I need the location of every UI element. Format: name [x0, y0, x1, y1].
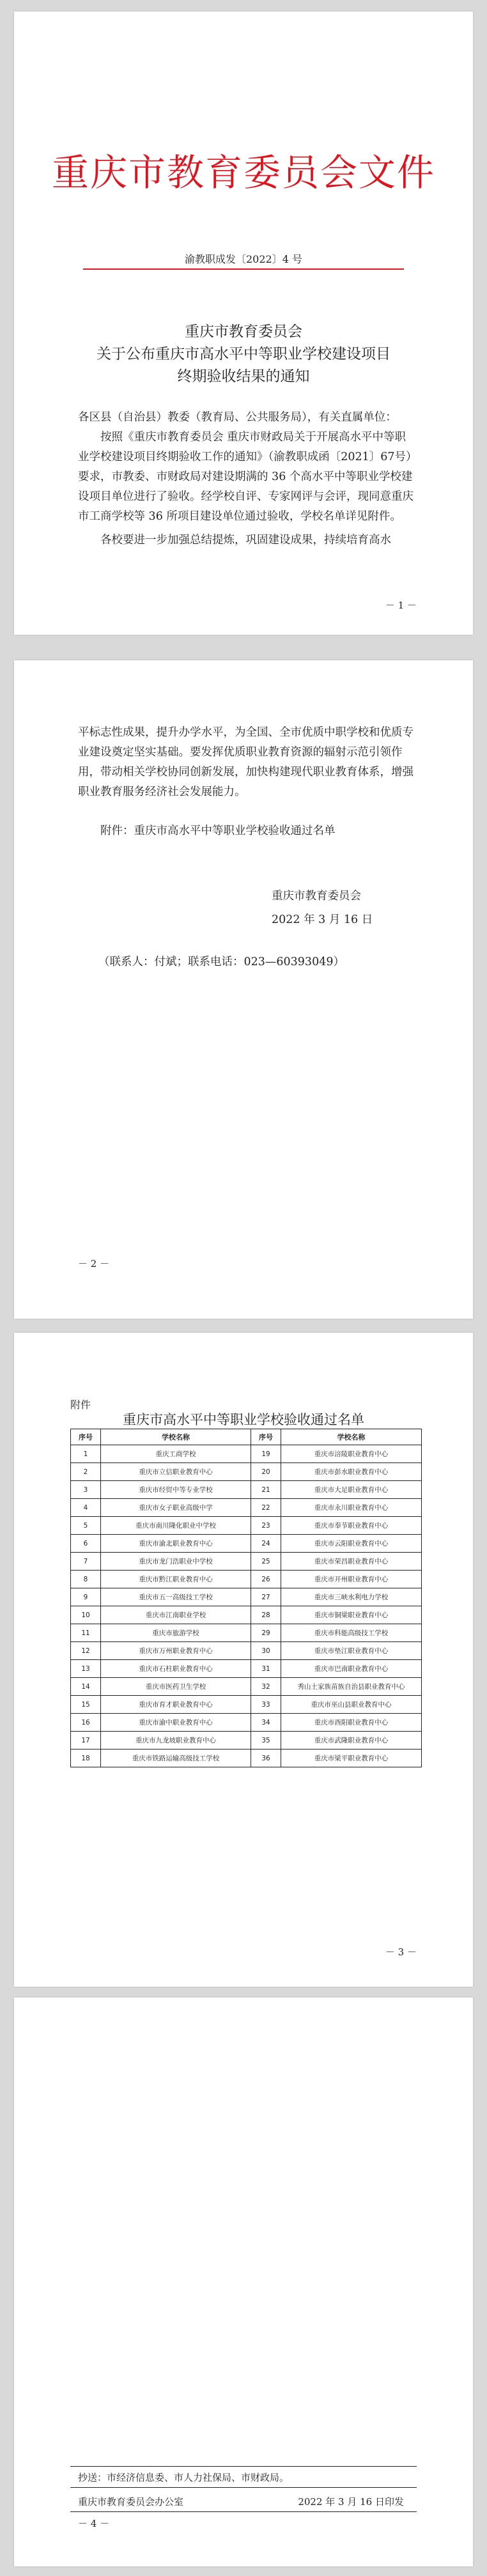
row-number: 16 — [71, 1714, 101, 1732]
column-header-name: 学校名称 — [281, 1429, 422, 1445]
footer-rule-top — [70, 2466, 417, 2467]
footer-rule-bottom — [70, 2511, 417, 2512]
paragraph-2-start: 各校要进一步加强总结提炼，巩固建设成果，持续培育高水 — [100, 534, 391, 547]
school-name: 重庆市渝北职业教育中心 — [101, 1535, 251, 1553]
attachment-label: 附件 — [70, 1399, 91, 1411]
row-number: 34 — [251, 1714, 281, 1732]
row-number: 24 — [251, 1535, 281, 1553]
school-name: 重庆市渝中职业教育中心 — [101, 1714, 251, 1732]
document-page-3 — [14, 1333, 473, 1987]
issuer-title: 重庆市教育委员会 — [185, 323, 302, 340]
school-name: 重庆市龙门浩职业中学校 — [101, 1553, 251, 1571]
row-number: 3 — [71, 1481, 101, 1499]
school-name: 重庆市江南职业学校 — [101, 1606, 251, 1624]
row-number: 8 — [71, 1571, 101, 1588]
row-number: 27 — [251, 1588, 281, 1606]
school-name: 重庆市黔江职业教育中心 — [101, 1571, 251, 1588]
school-name: 重庆市巴南职业教育中心 — [281, 1660, 422, 1678]
row-number: 18 — [71, 1750, 101, 1767]
school-name: 重庆市云阳职业教育中心 — [281, 1535, 422, 1553]
row-number: 30 — [251, 1642, 281, 1660]
table-row — [71, 1642, 422, 1660]
document-page-4 — [14, 1998, 473, 2566]
signature-org: 重庆市教育委员会 — [272, 890, 361, 903]
school-name: 重庆市旅游学校 — [101, 1624, 251, 1642]
row-number: 1 — [71, 1445, 101, 1463]
table-body — [71, 1445, 422, 1767]
row-number: 14 — [71, 1678, 101, 1696]
row-number: 26 — [251, 1571, 281, 1588]
table-row — [71, 1696, 422, 1714]
school-name: 秀山土家族苗族自治县职业教育中心 — [281, 1678, 422, 1696]
table-title: 重庆市高水平中等职业学校验收通过名单 — [123, 1412, 364, 1427]
school-roster-table — [70, 1429, 422, 1767]
row-number: 5 — [71, 1517, 101, 1535]
attachment-line: 附件：重庆市高水平中等职业学校验收通过名单 — [100, 825, 336, 837]
table-row — [71, 1714, 422, 1732]
school-name: 重庆市五一高级技工学校 — [101, 1588, 251, 1606]
row-number: 19 — [251, 1445, 281, 1463]
row-number: 35 — [251, 1732, 281, 1750]
table-header-row — [71, 1429, 422, 1445]
row-number: 32 — [251, 1678, 281, 1696]
column-header-no: 序号 — [251, 1429, 281, 1445]
row-number: 6 — [71, 1535, 101, 1553]
row-number: 2 — [71, 1463, 101, 1481]
school-name: 重庆市开州职业教育中心 — [281, 1571, 422, 1588]
row-number: 21 — [251, 1481, 281, 1499]
page-number: － 3 － — [385, 1946, 417, 1958]
contact-info: （联系人：付斌；联系电话：023—60393049） — [98, 956, 344, 968]
school-name: 重庆市涪陵职业教育中心 — [281, 1445, 422, 1463]
table-row — [71, 1499, 422, 1517]
school-name: 重庆市梁平职业教育中心 — [281, 1750, 422, 1767]
row-number: 9 — [71, 1588, 101, 1606]
school-name: 重庆市育才职业教育中心 — [101, 1696, 251, 1714]
row-number: 15 — [71, 1696, 101, 1714]
school-name: 重庆市永川职业教育中心 — [281, 1499, 422, 1517]
school-name: 重庆市酉阳职业教育中心 — [281, 1714, 422, 1732]
school-name: 重庆市奉节职业教育中心 — [281, 1517, 422, 1535]
document-page-2 — [14, 660, 473, 1319]
row-number: 36 — [251, 1750, 281, 1767]
row-number: 23 — [251, 1517, 281, 1535]
school-name: 重庆市医药卫生学校 — [101, 1678, 251, 1696]
row-number: 7 — [71, 1553, 101, 1571]
school-name: 重庆工商学校 — [101, 1445, 251, 1463]
row-number: 11 — [71, 1624, 101, 1642]
row-number: 4 — [71, 1499, 101, 1517]
salutation: 各区县（自治县）教委（教育局、公共服务局），有关直属单位： — [78, 411, 397, 424]
row-number: 22 — [251, 1499, 281, 1517]
table-row — [71, 1588, 422, 1606]
signature-date: 2022 年 3 月 16 日 — [272, 913, 373, 926]
row-number: 12 — [71, 1642, 101, 1660]
red-divider — [83, 268, 404, 270]
row-number: 20 — [251, 1463, 281, 1481]
school-name: 重庆市荣昌职业教育中心 — [281, 1553, 422, 1571]
school-name: 重庆市南川隆化职业中学校 — [101, 1517, 251, 1535]
table-row — [71, 1732, 422, 1750]
school-name: 重庆市三峡水利电力学校 — [281, 1588, 422, 1606]
table-row — [71, 1445, 422, 1463]
row-number: 28 — [251, 1606, 281, 1624]
table-row — [71, 1624, 422, 1642]
school-name: 重庆市巫山县职业教育中心 — [281, 1696, 422, 1714]
document-number: 渝教职成发〔2022〕4 号 — [185, 253, 302, 265]
row-number: 33 — [251, 1696, 281, 1714]
school-name: 重庆市武隆职业教育中心 — [281, 1732, 422, 1750]
page-number: － 1 － — [385, 600, 417, 611]
school-name: 重庆市大足职业教育中心 — [281, 1481, 422, 1499]
table-row — [71, 1535, 422, 1553]
cc-line: 抄送：市经济信息委、市人力社保局、市财政局。 — [78, 2472, 290, 2483]
row-number: 10 — [71, 1606, 101, 1624]
school-name: 重庆市石柱职业教育中心 — [101, 1660, 251, 1678]
column-header-name: 学校名称 — [101, 1429, 251, 1445]
row-number: 31 — [251, 1660, 281, 1678]
school-name: 重庆市经贸中等专业学校 — [101, 1481, 251, 1499]
table-row — [71, 1553, 422, 1571]
footer-rule-middle — [70, 2487, 417, 2488]
row-number: 17 — [71, 1732, 101, 1750]
page-number: － 2 － — [78, 1258, 110, 1269]
table-row — [71, 1571, 422, 1588]
school-name: 重庆市女子职业高级中学 — [101, 1499, 251, 1517]
table-row — [71, 1660, 422, 1678]
school-name: 重庆市九龙坡职业教育中心 — [101, 1732, 251, 1750]
document-page-1 — [14, 12, 473, 635]
table-row — [71, 1517, 422, 1535]
row-number: 29 — [251, 1624, 281, 1642]
table-row — [71, 1678, 422, 1696]
table-row — [71, 1606, 422, 1624]
table-row — [71, 1463, 422, 1481]
document-header-title: 重庆市教育委员会文件 — [51, 151, 435, 194]
body-text — [78, 408, 417, 550]
subject-line-1: 关于公布重庆市高水平中等职业学校建设项目 — [97, 346, 390, 362]
subject-line-2: 终期验收结果的通知 — [177, 368, 310, 385]
table-row — [71, 1750, 422, 1767]
table-row — [71, 1481, 422, 1499]
issuing-office: 重庆市教育委员会办公室 — [78, 2496, 184, 2508]
school-name: 重庆市铁路运输高级技工学校 — [101, 1750, 251, 1767]
school-name: 重庆市科能高级技工学校 — [281, 1624, 422, 1642]
row-number: 13 — [71, 1660, 101, 1678]
school-name: 重庆市垫江职业教育中心 — [281, 1642, 422, 1660]
column-header-no: 序号 — [71, 1429, 101, 1445]
body-text — [78, 723, 417, 841]
school-name: 重庆市立信职业教育中心 — [101, 1463, 251, 1481]
school-name: 重庆市万州职业教育中心 — [101, 1642, 251, 1660]
row-number: 25 — [251, 1553, 281, 1571]
paragraph-2-continued: 平标志性成果，提升办学水平，为全国、全市优质中职学校和优质专业建设奠定坚实基础。要发挥优质职业教育资源的辐射示范引领作用，带动相关学校协同创新发展，加快构建现代职业教育体系，增强职业教育服务经济社会发展能力。 — [78, 726, 414, 798]
school-name: 重庆市彭水职业教育中心 — [281, 1463, 422, 1481]
school-name: 重庆市铜梁职业教育中心 — [281, 1606, 422, 1624]
print-date: 2022 年 3 月 16 日印发 — [298, 2496, 404, 2508]
page-number: － 4 － — [78, 2518, 110, 2529]
paragraph-1: 按照《重庆市教育委员会 重庆市财政局关于开展高水平中等职业学校建设项目终期验收工作的通知》（渝教职成函〔2021〕67号）要求，市教委、市财政局对建设期满的 36 个高水平中等职业学校建设项目单位进行了验收。经学校自评、专家网评与会评，现同意重庆市工商学校等 36 所项目建设单位通过验收，学校名单详见附件。 — [78, 431, 414, 523]
